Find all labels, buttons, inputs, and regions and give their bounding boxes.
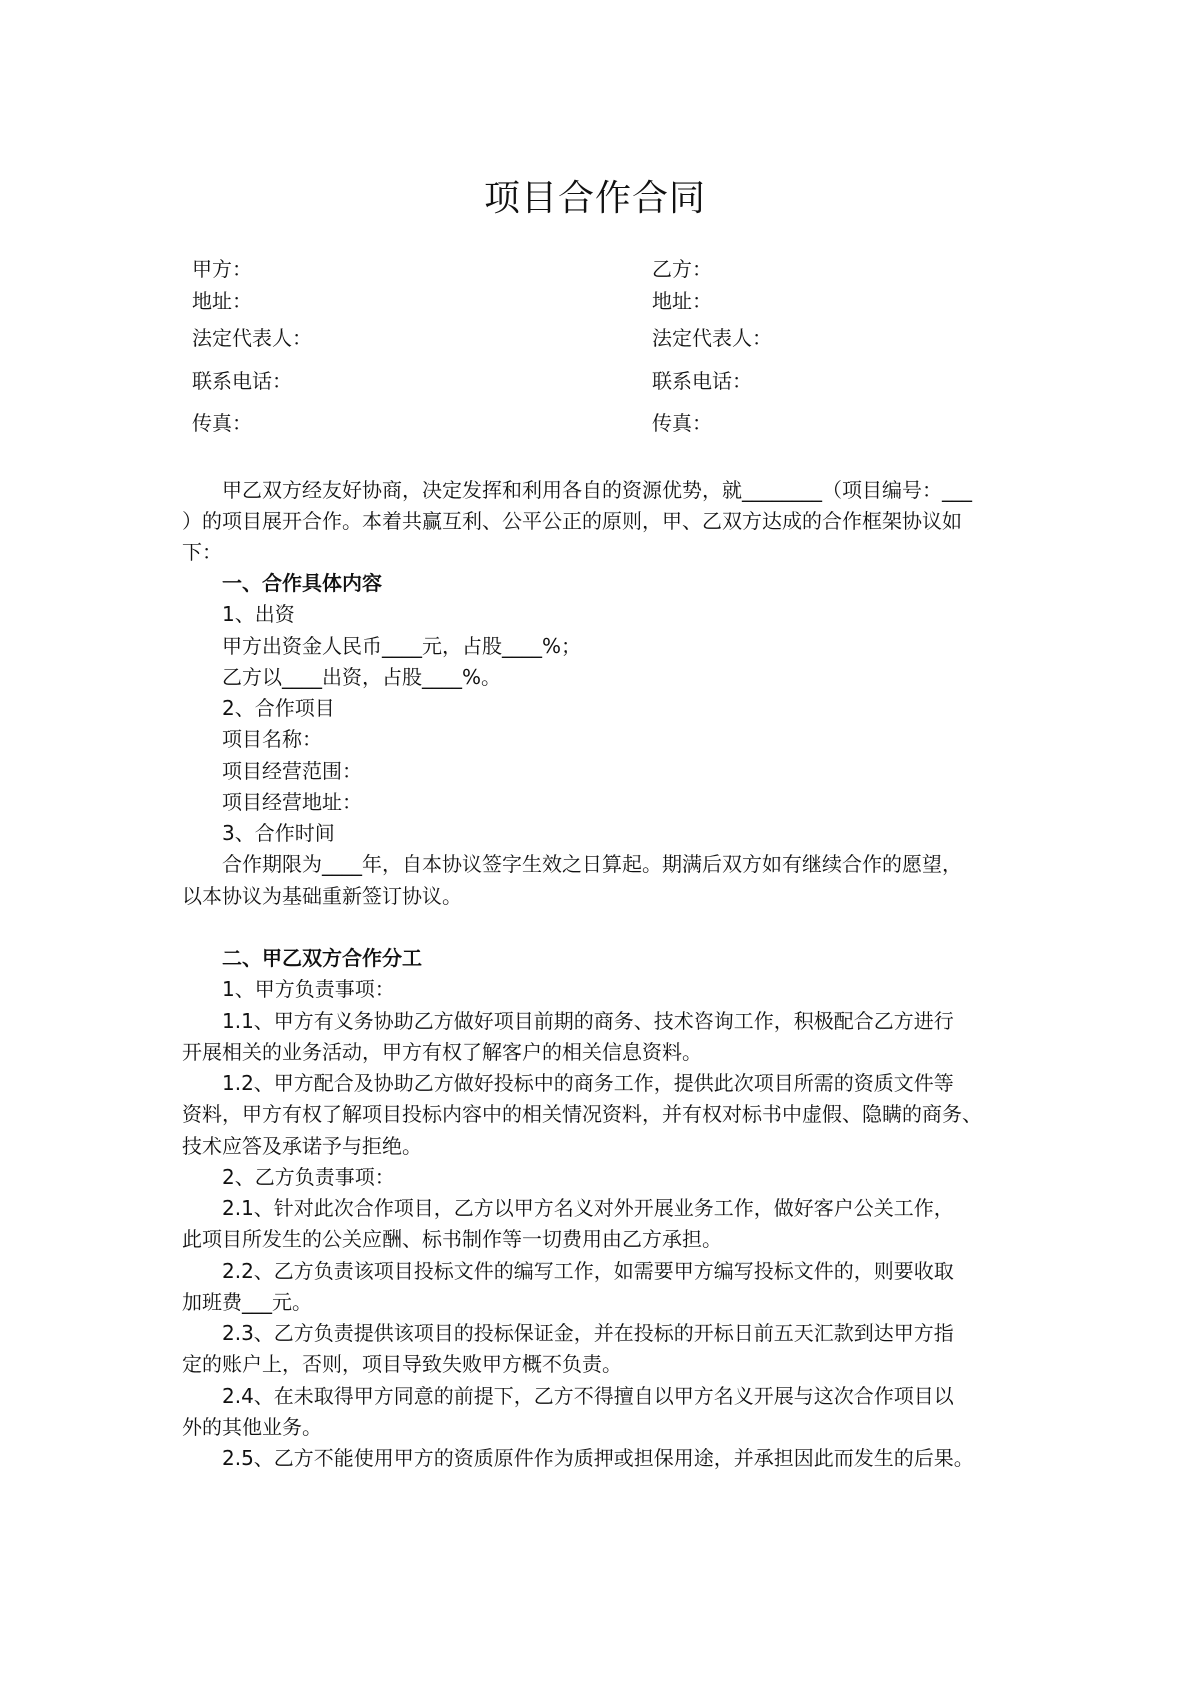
subsection-heading: 1、甲方负责事项： — [222, 977, 395, 1001]
clause-line: 合作期限为____年，自本协议签字生效之日算起。期满后双方如有继续合作的愿望， — [222, 852, 962, 876]
document-title: 项目合作合同 — [483, 178, 706, 219]
intro-line: 下： — [182, 540, 222, 564]
clause-line: 项目名称： — [222, 727, 322, 751]
party-b-phone-label: 联系电话： — [652, 369, 752, 393]
clause-line: 此项目所发生的公关应酬、标书制作等一切费用由乙方承担。 — [182, 1227, 722, 1251]
clause-line: 开展相关的业务活动，甲方有权了解客户的相关信息资料。 — [182, 1040, 702, 1064]
clause-line: 以本协议为基础重新签订协议。 — [182, 884, 462, 908]
clause-line: 技术应答及承诺予与拒绝。 — [182, 1134, 422, 1158]
party-a-address-label: 地址： — [192, 289, 252, 313]
clause-line: 项目经营范围： — [222, 759, 362, 783]
clause-line: 资料，甲方有权了解项目投标内容中的相关情况资料，并有权对标书中虚假、隐瞒的商务、 — [182, 1102, 982, 1126]
clause-line: 1.1、甲方有义务协助乙方做好项目前期的商务、技术咨询工作，积极配合乙方进行 — [222, 1009, 954, 1033]
party-a-fax-label: 传真： — [192, 411, 252, 435]
subsection-heading: 2、乙方负责事项： — [222, 1165, 395, 1189]
intro-line: 甲乙双方经友好协商，决定发挥和利用各自的资源优势，就________（项目编号：___ — [222, 478, 972, 502]
clause-line: 2.3、乙方负责提供该项目的投标保证金，并在投标的开标日前五天汇款到达甲方指 — [222, 1321, 954, 1345]
party-a-name-label: 甲方： — [192, 257, 252, 281]
subsection-heading: 1、出资 — [222, 602, 295, 626]
clause-line: 外的其他业务。 — [182, 1415, 322, 1439]
clause-line: 1.2、甲方配合及协助乙方做好投标中的商务工作，提供此次项目所需的资质文件等 — [222, 1071, 954, 1095]
clause-line: 2.5、乙方不能使用甲方的资质原件作为质押或担保用途，并承担因此而发生的后果。 — [222, 1446, 974, 1470]
clause-line: 2.2、乙方负责该项目投标文件的编写工作，如需要甲方编写投标文件的，则要收取 — [222, 1259, 954, 1283]
party-b-name-label: 乙方： — [652, 257, 712, 281]
subsection-heading: 2、合作项目 — [222, 696, 335, 720]
intro-line: ）的项目展开合作。本着共赢互利、公平公正的原则，甲、乙双方达成的合作框架协议如 — [182, 509, 962, 533]
subsection-heading: 3、合作时间 — [222, 821, 335, 845]
clause-line: 乙方以____出资，占股____%。 — [222, 665, 502, 689]
section-heading: 二、甲乙双方合作分工 — [222, 946, 422, 970]
clause-line: 加班费___元。 — [182, 1290, 312, 1314]
party-b-legal-rep-label: 法定代表人： — [652, 326, 772, 350]
party-a-legal-rep-label: 法定代表人： — [192, 326, 312, 350]
clause-line: 2.1、针对此次合作项目，乙方以甲方名义对外开展业务工作，做好客户公关工作， — [222, 1196, 954, 1220]
party-b-address-label: 地址： — [652, 289, 712, 313]
clause-line: 定的账户上，否则，项目导致失败甲方概不负责。 — [182, 1352, 622, 1376]
clause-line: 甲方出资金人民币____元，占股____%； — [222, 634, 582, 658]
section-heading: 一、合作具体内容 — [222, 571, 382, 595]
party-a-phone-label: 联系电话： — [192, 369, 292, 393]
party-b-fax-label: 传真： — [652, 411, 712, 435]
clause-line: 项目经营地址： — [222, 790, 362, 814]
clause-line: 2.4、在未取得甲方同意的前提下，乙方不得擅自以甲方名义开展与这次合作项目以 — [222, 1384, 954, 1408]
